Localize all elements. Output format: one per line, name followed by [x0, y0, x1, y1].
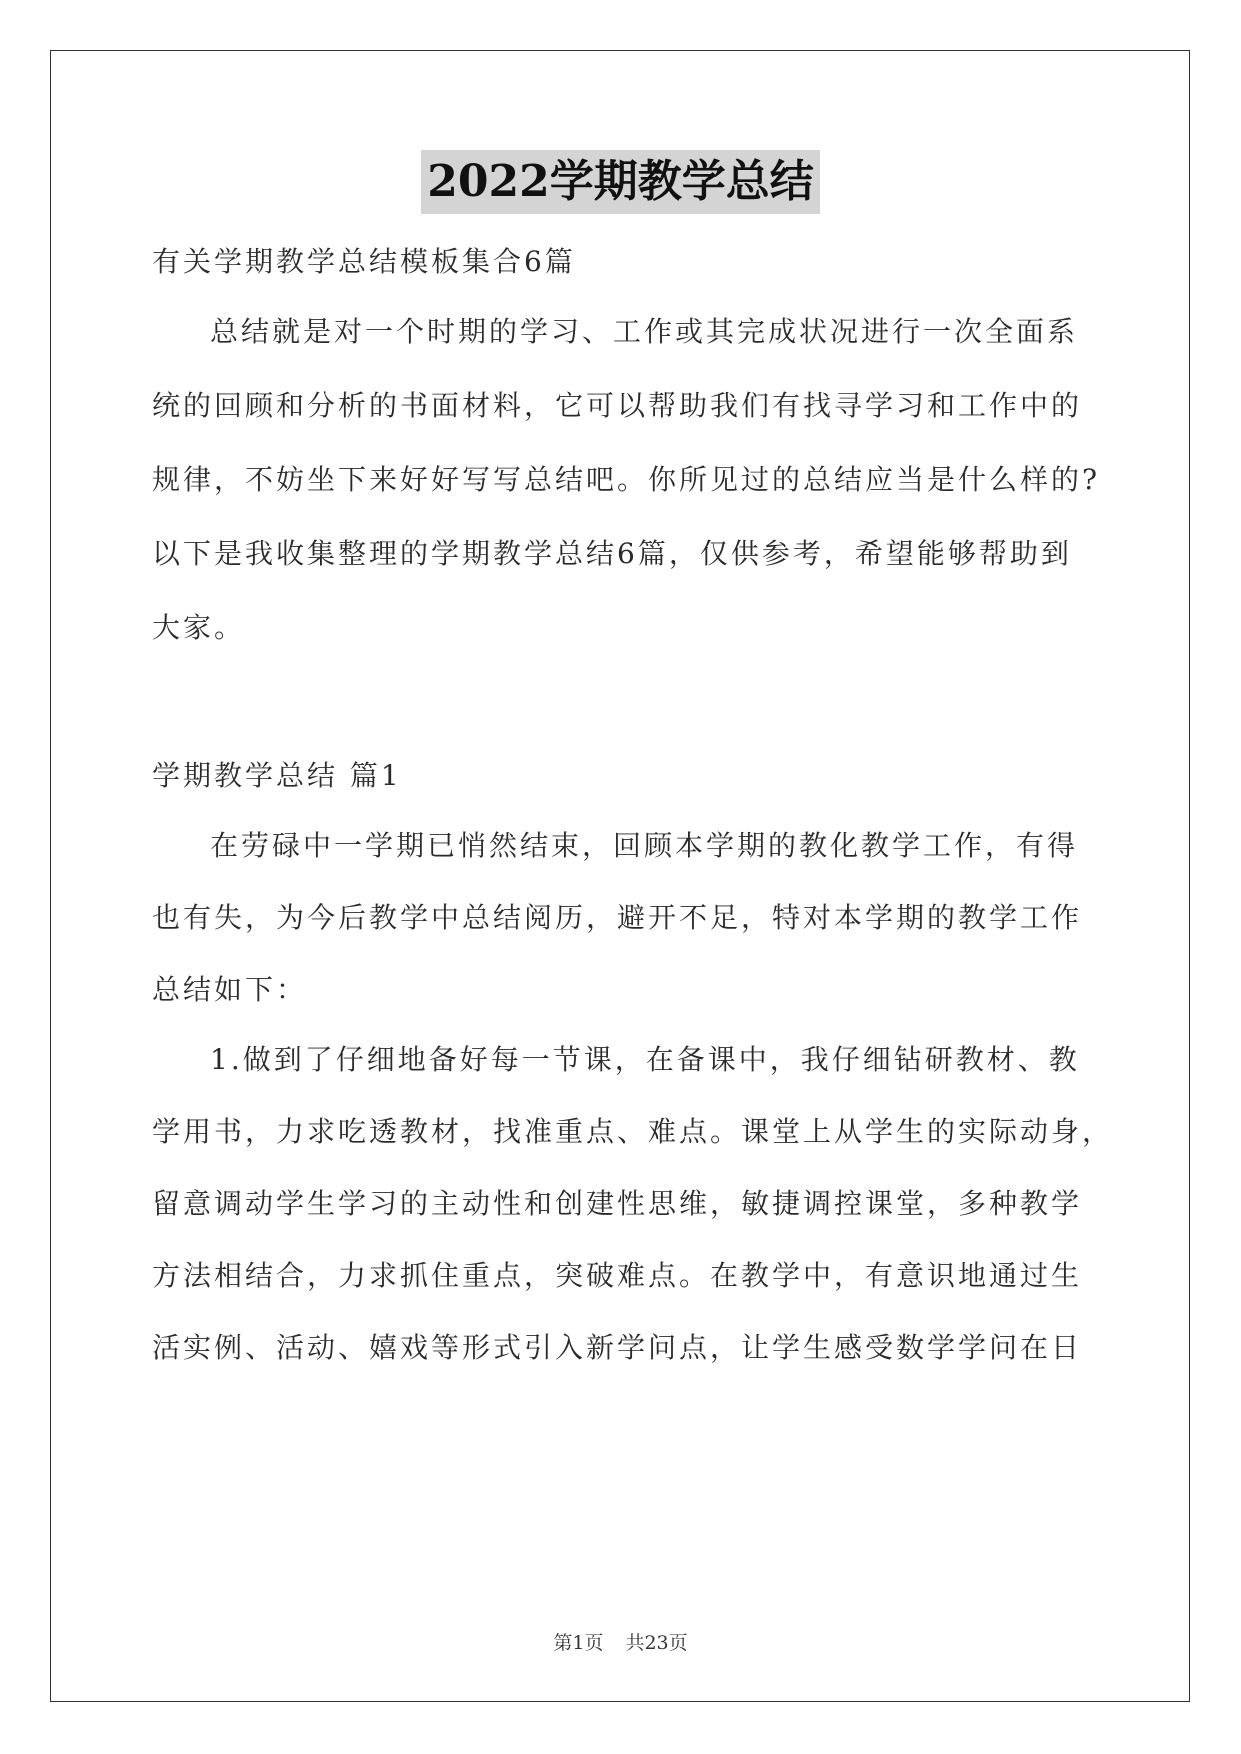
para2-line: 方法相结合，力求抓住重点，突破难点。在教学中，有意识地通过生 [152, 1259, 1083, 1292]
document-subtitle: 有关学期教学总结模板集合6篇 [152, 245, 576, 278]
para2-line: 留意调动学生学习的主动性和创建性思维，敏捷调控课堂，多种教学 [152, 1187, 1083, 1220]
para2-line: 活实例、活动、嬉戏等形式引入新学问点，让学生感受数学学问在日 [152, 1331, 1083, 1364]
intro-line: 统的回顾和分析的书面材料，它可以帮助我们有找寻学习和工作中的 [152, 389, 1083, 422]
intro-line: 大家。 [152, 611, 246, 644]
document-title: 2022学期教学总结 [421, 150, 819, 214]
intro-line: 规律，不妨坐下来好好写写总结吧。你所见过的总结应当是什么样的? [152, 463, 1101, 496]
para1-line: 在劳碌中一学期已悄然结束，回顾本学期的教化教学工作，有得 [210, 829, 1079, 862]
section-heading: 学期教学总结 篇1 [152, 759, 402, 792]
para1-line: 总结如下： [152, 973, 308, 1006]
intro-line: 总结就是对一个时期的学习、工作或其完成状况进行一次全面系 [210, 315, 1079, 348]
para2-line: 1.做到了仔细地备好每一节课，在备课中，我仔细钻研教材、教 [210, 1043, 1080, 1076]
para2-line: 学用书，力求吃透教材，找准重点、难点。课堂上从学生的实际动身， [152, 1115, 1114, 1148]
para1-line: 也有失，为今后教学中总结阅历，避开不足，特对本学期的教学工作 [152, 901, 1083, 934]
page-number: 第1页 [553, 1632, 604, 1654]
intro-line: 以下是我收集整理的学期教学总结6篇，仅供参考，希望能够帮助到 [152, 537, 1072, 570]
page-border [50, 50, 1190, 1702]
title-container [0, 150, 1241, 214]
page-footer [0, 1628, 1241, 1655]
page-total: 共23页 [625, 1632, 688, 1654]
